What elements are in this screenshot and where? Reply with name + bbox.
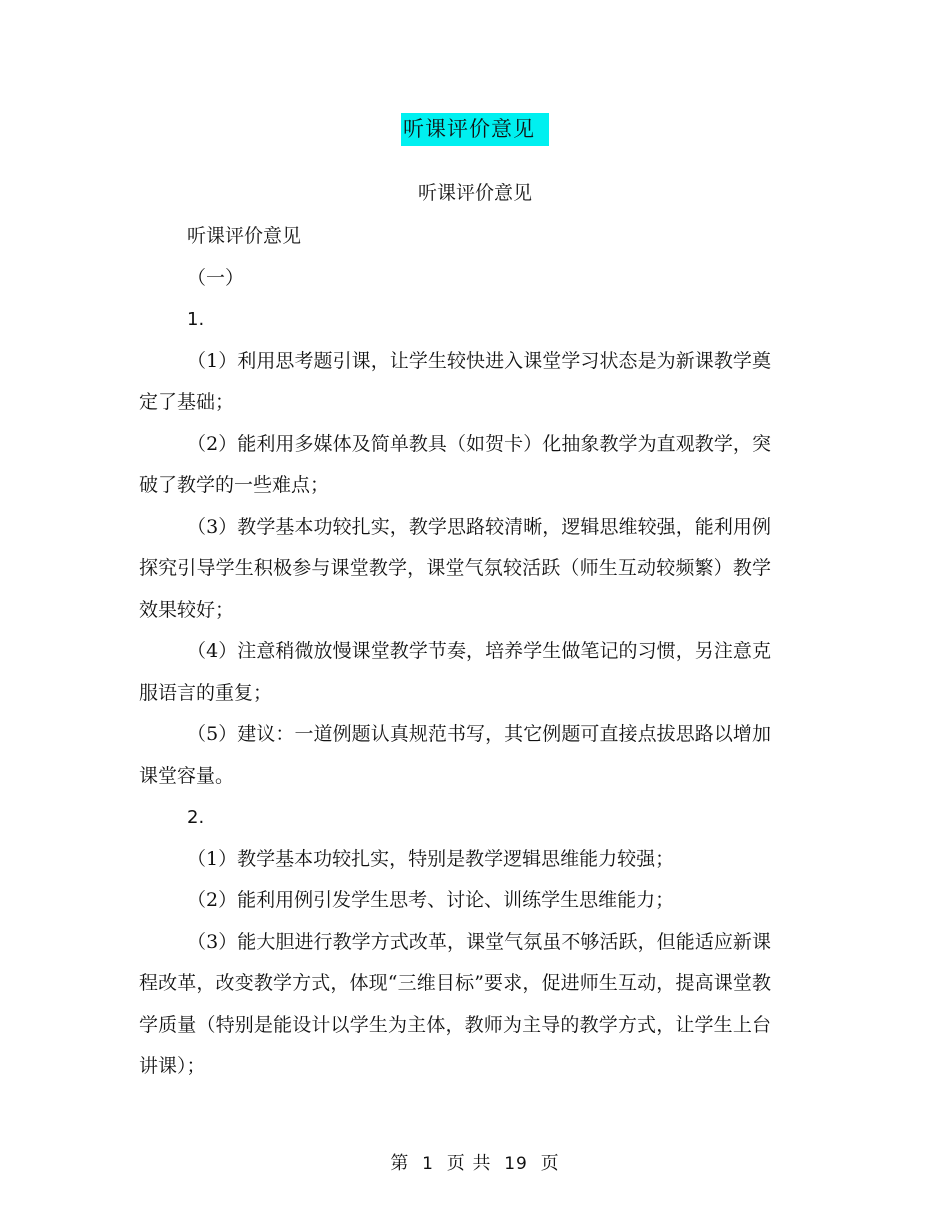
paragraph: （2）能利用多媒体及简单教具（如贺卡）化抽象教学为直观教学，突破了教学的一些难点； xyxy=(139,432,771,496)
page-footer xyxy=(0,1150,950,1178)
footer-middle: 页 共 xyxy=(446,1153,492,1174)
paragraph: （4）注意稍微放慢课堂教学节奏，培养学生做笔记的习惯，另注意克服语言的重复； xyxy=(139,640,771,704)
footer-total-pages: 19 xyxy=(504,1154,528,1174)
paragraph: （2）能利用例引发学生思考、讨论、训练学生思维能力； xyxy=(187,889,675,911)
paragraph: 听课评价意见 xyxy=(187,225,302,247)
section-number: 1. xyxy=(187,309,205,330)
document-subtitle: 听课评价意见 xyxy=(417,182,532,204)
footer-suffix: 页 xyxy=(540,1153,560,1174)
document-body xyxy=(139,216,771,1088)
paragraph: （一） xyxy=(187,266,245,289)
paragraph: （5）建议：一道例题认真规范书写，其它例题可直接点拔思路以增加课堂容量。 xyxy=(139,723,771,787)
section-number: 2. xyxy=(187,807,205,828)
document-title: 听课评价意见 xyxy=(401,113,549,146)
paragraph: （3）教学基本功较扎实，教学思路较清晰，逻辑思维较强，能利用例探究引导学生积极参与课堂教学，课堂气氛较活跃（师生互动较频繁）教学效果较好； xyxy=(139,515,771,621)
footer-prefix: 第 xyxy=(390,1153,410,1174)
footer-page-number: 1 xyxy=(422,1154,434,1174)
paragraph: （1）利用思考题引课，让学生较快进入课堂学习状态是为新课教学奠定了基础； xyxy=(139,349,771,413)
paragraph: （1）教学基本功较扎实，特别是教学逻辑思维能力较强； xyxy=(187,847,675,870)
title-container xyxy=(0,113,950,146)
paragraph: （3）能大胆进行教学方式改革，课堂气氛虽不够活跃，但能适应新课程改革，改变教学方式，体现“三维目标”要求，促进师生互动，提高课堂教学质量（特别是能设计以学生为主体，教师为主导的教学方式，让学生上台讲课）； xyxy=(139,930,771,1077)
